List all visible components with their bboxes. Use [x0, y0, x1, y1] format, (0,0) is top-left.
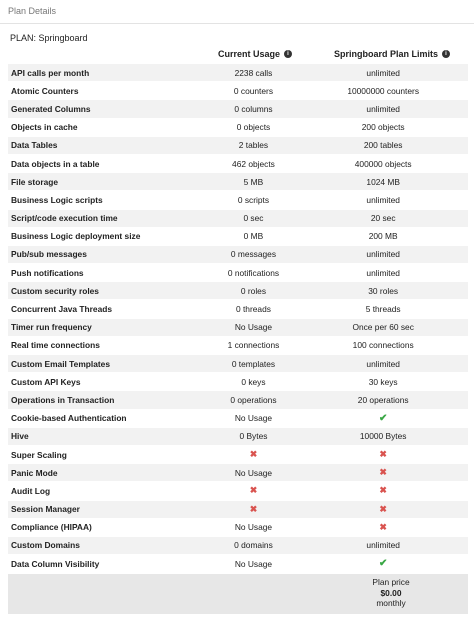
table-row — [8, 336, 468, 354]
current-usage-cell: 0 counters — [233, 85, 274, 96]
current-usage-header — [218, 49, 292, 59]
plan-limit-cell: 20 operations — [357, 394, 409, 405]
row-label: Operations in Transaction — [11, 394, 115, 405]
plan-limit-cell: Once per 60 sec — [352, 322, 414, 333]
plan-limit-cell: 400000 objects — [354, 158, 412, 169]
table-row — [8, 354, 468, 372]
row-label: Objects in cache — [11, 122, 78, 133]
row-label: File storage — [11, 176, 59, 187]
row-label: Push notifications — [11, 267, 84, 278]
table-row — [8, 518, 468, 536]
plan-limit-cell: 1024 MB — [366, 176, 400, 187]
current-usage-cell: No Usage — [234, 467, 273, 478]
current-usage-cell: 0 roles — [240, 285, 267, 296]
row-label: Script/code execution time — [11, 213, 118, 224]
row-label: Atomic Counters — [11, 85, 79, 96]
price-box — [306, 574, 474, 609]
row-label: API calls per month — [11, 67, 90, 78]
plan-limits-header — [334, 49, 450, 59]
plan-limit-cell: 10000000 counters — [347, 85, 420, 96]
check-icon: ✔ — [378, 558, 388, 570]
cross-icon: ✖ — [379, 485, 387, 496]
cross-icon: ✖ — [379, 467, 387, 478]
current-usage-cell: 0 templates — [231, 358, 276, 369]
table-row — [8, 281, 468, 299]
plan-limit-cell: unlimited — [366, 267, 400, 278]
plan-limit-cell: unlimited — [366, 358, 400, 369]
cross-icon: ✖ — [379, 503, 387, 514]
table-row — [8, 81, 468, 99]
row-label: Data objects in a table — [11, 158, 100, 169]
table-row — [8, 136, 468, 154]
current-usage-cell: 2238 calls — [234, 67, 273, 78]
table-row — [8, 463, 468, 481]
table-row — [8, 190, 468, 208]
table-row — [8, 372, 468, 390]
table-row — [8, 500, 468, 518]
cross-icon: ✖ — [379, 521, 387, 532]
window-title-text: Plan Details — [8, 6, 57, 16]
row-label: Data Column Visibility — [11, 558, 100, 569]
current-usage-header-text: Current Usage — [218, 49, 281, 59]
plan-limit-cell: 20 sec — [370, 213, 396, 224]
plan-limit-cell: 30 roles — [368, 285, 399, 296]
row-label: Cookie-based Authentication — [11, 413, 127, 424]
current-usage-cell: No Usage — [234, 522, 273, 533]
row-label: Super Scaling — [11, 449, 67, 460]
current-usage-cell: 0 sec — [243, 213, 264, 224]
current-usage-cell: 0 Bytes — [239, 431, 268, 442]
current-usage-cell: 0 columns — [234, 103, 273, 114]
table-row — [8, 172, 468, 190]
row-label: Custom security roles — [11, 285, 99, 296]
plan-limit-cell: 100 connections — [352, 340, 414, 351]
current-usage-cell: 462 objects — [232, 158, 275, 169]
cross-icon: ✖ — [379, 449, 387, 460]
plan-limit-cell: 200 MB — [368, 231, 398, 242]
current-usage-cell: 0 objects — [236, 122, 271, 133]
current-usage-cell: 0 keys — [241, 376, 266, 387]
row-label: Compliance (HIPAA) — [11, 522, 92, 533]
row-label: Hive — [11, 431, 29, 442]
plan-limit-cell: unlimited — [366, 249, 400, 260]
info-icon[interactable]: i — [284, 50, 292, 58]
plan-limit-cell: 30 keys — [368, 376, 398, 387]
table-row — [8, 427, 468, 445]
current-usage-cell: No Usage — [234, 558, 273, 569]
plan-label: PLAN: Springboard — [10, 33, 88, 43]
row-label: Custom API Keys — [11, 376, 81, 387]
row-label: Session Manager — [11, 504, 80, 515]
row-label: Concurrent Java Threads — [11, 304, 112, 315]
plan-limit-cell: unlimited — [366, 67, 400, 78]
table-row — [8, 154, 468, 172]
plan-limit-cell: 10000 Bytes — [359, 431, 407, 442]
plan-limit-cell: unlimited — [366, 194, 400, 205]
row-label: Data Tables — [11, 140, 58, 151]
table-row — [8, 263, 468, 281]
row-label: Custom Domains — [11, 540, 80, 551]
row-label: Business Logic scripts — [11, 194, 103, 205]
current-usage-cell: 0 domains — [234, 540, 273, 551]
price-amount: $0.00 — [380, 587, 402, 598]
table-row — [8, 318, 468, 336]
row-label: Panic Mode — [11, 467, 58, 478]
plan-limit-cell: unlimited — [366, 540, 400, 551]
cross-icon: ✖ — [249, 449, 258, 460]
row-label: Real time connections — [11, 340, 100, 351]
table-row — [8, 227, 468, 245]
window-title — [0, 0, 474, 24]
table-row — [8, 481, 468, 499]
current-usage-cell: 0 operations — [230, 394, 277, 405]
row-label: Custom Email Templates — [11, 358, 110, 369]
info-icon[interactable]: i — [442, 50, 450, 58]
plan-table — [8, 63, 468, 572]
table-row — [8, 554, 468, 572]
row-label: Generated Columns — [11, 103, 91, 114]
check-icon: ✔ — [378, 412, 388, 424]
table-row — [8, 209, 468, 227]
plan-limit-cell: 200 tables — [363, 140, 403, 151]
current-usage-cell: 0 notifications — [227, 267, 280, 278]
current-usage-cell: 1 connections — [227, 340, 280, 351]
price-row — [8, 574, 468, 614]
plan-limit-cell: 5 threads — [365, 304, 401, 315]
current-usage-cell: No Usage — [234, 322, 273, 333]
current-usage-cell: 2 tables — [238, 140, 269, 151]
row-label: Audit Log — [11, 485, 51, 496]
plan-limit-cell: unlimited — [366, 103, 400, 114]
current-usage-cell: 0 MB — [243, 231, 264, 242]
cross-icon: ✖ — [249, 485, 258, 496]
current-usage-cell: 0 threads — [236, 304, 271, 315]
current-usage-cell: 0 scripts — [237, 194, 270, 205]
price-label: Plan price — [372, 577, 410, 587]
current-usage-cell: 5 MB — [243, 176, 264, 187]
table-row — [8, 536, 468, 554]
row-label: Timer run frequency — [11, 322, 92, 333]
cross-icon: ✖ — [249, 503, 258, 514]
row-label: Pub/sub messages — [11, 249, 87, 260]
price-period: monthly — [376, 598, 406, 608]
plan-limits-header-text: Springboard Plan Limits — [334, 49, 439, 59]
plan-limit-cell: 200 objects — [361, 122, 405, 133]
table-row — [8, 390, 468, 408]
table-row — [8, 299, 468, 317]
table-row — [8, 409, 468, 427]
table-row — [8, 245, 468, 263]
table-row — [8, 445, 468, 463]
table-row — [8, 118, 468, 136]
current-usage-cell: No Usage — [234, 413, 273, 424]
current-usage-cell: 0 messages — [230, 249, 277, 260]
row-label: Business Logic deployment size — [11, 231, 141, 242]
table-row — [8, 63, 468, 81]
table-row — [8, 99, 468, 117]
